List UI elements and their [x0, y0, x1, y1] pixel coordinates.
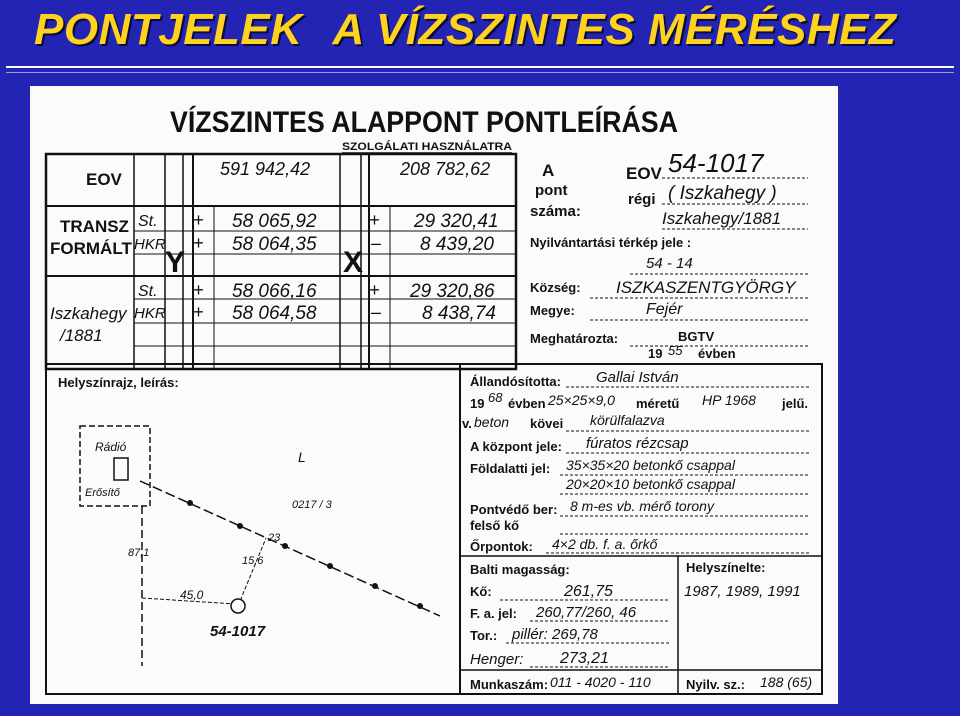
row-3-system: St. [138, 283, 158, 300]
sketch-distance-156: 15,6 [242, 555, 264, 567]
row-2-y-value: 58 064,35 [232, 234, 317, 255]
slide-title [34, 5, 897, 54]
row-2-y-sign: + [193, 233, 204, 253]
underground-label: Földalatti jel: [470, 461, 551, 476]
formalt-label: FORMÁLT [50, 239, 132, 258]
allando-year-prefix: 19 [470, 396, 485, 411]
row-4-y-value: 58 064,58 [232, 303, 317, 324]
kozseg-value: ISZKASZENTGYÖRGY [616, 278, 796, 297]
orpont-label: Őrpontok: [470, 539, 533, 554]
ko-label: Kő: [470, 584, 492, 599]
stone-desc: körülfalazva [590, 412, 665, 428]
size-value: 25×25×9,0 [548, 392, 615, 408]
row-2-x-value: 8 439,20 [420, 234, 494, 255]
row-2-system: HKR [134, 236, 166, 253]
underground-value-1: 35×35×20 betonkő csappal [566, 457, 735, 473]
meghatarozta-label: Meghatározta: [530, 331, 619, 346]
sketch-point-marker [231, 599, 245, 613]
stone-value: beton [474, 414, 510, 430]
sketch-distance-23: 23 [268, 532, 281, 544]
y-axis-letter: Y [165, 246, 186, 279]
sketch-l-mark: L [298, 449, 306, 465]
meghatarozta-year-suffix: évben [698, 346, 736, 361]
fa-label: F. a. jel: [470, 606, 517, 621]
sketch-code: 0217 / 3 [292, 499, 332, 511]
row-3-y-value: 58 066,16 [232, 281, 317, 302]
allando-value: Gallai István [596, 369, 679, 386]
scanned-form [30, 86, 838, 704]
sketch-radio-label: Rádió [95, 440, 127, 454]
sketch-building [114, 458, 128, 480]
row-4-system: HKR [134, 305, 166, 322]
munkaszam-value: 011 - 4020 - 110 [550, 674, 651, 690]
meghatarozta-value: BGTV [678, 329, 715, 344]
slide-title-left: PONTJELEK [34, 5, 303, 54]
row-3-x-sign: + [369, 280, 380, 300]
row-1-x-value: 29 320,41 [414, 211, 499, 232]
row-1-y-sign: + [193, 210, 204, 230]
row-1-x-sign: + [369, 210, 380, 230]
stone-label: kövei [530, 416, 564, 431]
nyilv-value: 188 (65) [760, 674, 813, 690]
iszkahegy-label: Iszkahegy [50, 304, 127, 323]
eov-label-left: EOV [86, 170, 122, 189]
meghatarozta-year-value: 55 [668, 343, 683, 358]
underground-value-2: 20×20×10 betonkő csappal [566, 476, 735, 492]
row-3-x-value: 29 320,86 [410, 281, 495, 302]
ko-value: 261,75 [564, 583, 613, 600]
lower-section-grid [46, 364, 822, 694]
point-eov-value: 54-1017 [668, 148, 764, 178]
helyszinelte-value: 1987, 1989, 1991 [684, 583, 801, 600]
form-heading: VÍZSZINTES ALAPPONT PONTLEÍRÁSA [170, 106, 739, 139]
hp-value: HP 1968 [702, 392, 756, 408]
pontvedo-label-2: felső kő [470, 518, 520, 533]
size-label: méretű [636, 396, 680, 411]
point-label-szama: száma: [530, 203, 581, 220]
map-sheet-label: Nyilvántartási térkép jele : [530, 235, 692, 250]
allando-year-suffix: évben [508, 396, 546, 411]
details-block [462, 369, 810, 554]
stone-prefix: v. [462, 416, 472, 431]
sketch-distance-450: 45,0 [180, 588, 204, 602]
allando-year-value: 68 [488, 390, 503, 405]
x-axis-letter: X [343, 246, 364, 279]
transz-label: TRANSZ [60, 217, 129, 236]
slide-title-right: A VÍZSZINTES MÉRÉSHEZ [332, 5, 897, 54]
point-eov-label: EOV [626, 164, 662, 183]
eov-x-value: 208 782,62 [400, 159, 491, 179]
title-divider-thin [6, 72, 954, 73]
henger-value: 273,21 [560, 650, 609, 667]
tor-label: Tor.: [470, 628, 498, 643]
map-sheet-value: 54 - 14 [646, 255, 693, 272]
row-4-y-sign: + [193, 302, 204, 322]
allando-label: Állandósította: [470, 374, 561, 389]
iszkahegy-year-label: /1881 [60, 326, 103, 345]
point-label-a: A [542, 161, 555, 180]
pontvedo-value: 8 m-es vb. mérő torony [570, 498, 714, 514]
nyilv-label: Nyilv. sz.: [686, 677, 746, 692]
row-1-system: St. [138, 213, 158, 230]
balti-label: Balti magasság: [470, 562, 570, 577]
row-3-y-sign: + [193, 280, 204, 300]
row-4-x-value: 8 438,74 [422, 303, 496, 324]
henger-label: Henger: [470, 651, 524, 668]
row-4-x-sign: – [371, 302, 382, 322]
eov-y-value: 591 942,42 [220, 159, 311, 179]
sketch-point-number: 54-1017 [210, 623, 266, 640]
point-regi-value-2: Iszkahegy/1881 [662, 209, 782, 228]
megye-value: Fejér [646, 301, 683, 318]
helyszinelte-label: Helyszínelte: [686, 560, 766, 575]
tor-value: pillér: 269,78 [512, 626, 598, 643]
munkaszam-label: Munkaszám: [470, 677, 549, 692]
point-description-document [30, 86, 838, 704]
orpont-value: 4×2 db. f. a. őrkő [552, 536, 658, 552]
sketch-title: Helyszínrajz, leírás: [58, 375, 179, 390]
center-mark-label: A központ jele: [470, 439, 562, 454]
sketch-distance-871: 87,1 [128, 547, 150, 559]
sketch-ero-label: Erősítő [85, 487, 120, 499]
sketch-drawing [80, 426, 440, 666]
point-regi-label: régi [628, 191, 656, 208]
row-2-x-sign: – [371, 233, 382, 253]
row-1-y-value: 58 065,92 [232, 211, 317, 232]
heights-block [470, 562, 670, 692]
point-regi-value-1: ( Iszkahegy ) [668, 183, 777, 204]
title-divider [6, 66, 954, 68]
kozseg-label: Község: [530, 280, 581, 295]
center-mark-value: fúratos rézcsap [586, 435, 689, 452]
fa-value: 260,77/260, 46 [536, 604, 637, 621]
meghatarozta-year-prefix: 19 [648, 346, 663, 361]
megye-label: Megye: [530, 303, 575, 318]
hp-label: jelű. [782, 396, 809, 411]
pontvedo-label-1: Pontvédő ber: [470, 502, 558, 517]
point-label-pont: pont [535, 182, 568, 199]
form-subheading: SZOLGÁLATI HASZNÁLATRA [342, 141, 497, 153]
